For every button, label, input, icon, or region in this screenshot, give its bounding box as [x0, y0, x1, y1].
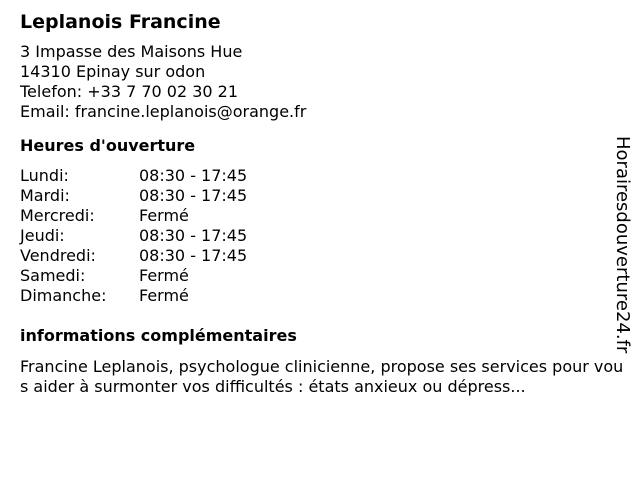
hours-day: Mercredi: — [20, 206, 95, 225]
info-title: informations complémentaires — [20, 326, 297, 345]
address-street: 3 Impasse des Maisons Hue — [20, 42, 243, 61]
phone-line: Telefon: +33 7 70 02 30 21 — [20, 82, 239, 101]
email-line: Email: francine.leplanois@orange.fr — [20, 102, 307, 121]
hours-row — [20, 206, 615, 226]
hours-time: Fermé — [139, 266, 189, 285]
contact-block — [20, 42, 615, 122]
hours-day: Dimanche: — [20, 286, 107, 305]
site-watermark: Horairesdouverture24.fr — [612, 136, 633, 354]
hours-time: 08:30 - 17:45 — [139, 246, 248, 265]
business-name: Leplanois Francine — [20, 11, 221, 33]
hours-row — [20, 246, 615, 266]
hours-table — [20, 166, 615, 306]
hours-row — [20, 166, 615, 186]
hours-time: 08:30 - 17:45 — [139, 226, 248, 245]
address-city: 14310 Epinay sur odon — [20, 62, 206, 81]
hours-time: 08:30 - 17:45 — [139, 166, 248, 185]
hours-time: 08:30 - 17:45 — [139, 186, 248, 205]
hours-day: Jeudi: — [20, 226, 65, 245]
hours-row — [20, 186, 615, 206]
hours-row — [20, 286, 615, 306]
hours-day: Vendredi: — [20, 246, 96, 265]
info-text: Francine Leplanois, psychologue clinicienne, propose ses services pour vous aider à surmonter vos difficultés : états anxieux ou dépress... — [20, 357, 624, 396]
hours-row — [20, 226, 615, 246]
hours-time: Fermé — [139, 286, 189, 305]
hours-day: Samedi: — [20, 266, 86, 285]
hours-day: Mardi: — [20, 186, 70, 205]
hours-time: Fermé — [139, 206, 189, 225]
hours-day: Lundi: — [20, 166, 69, 185]
hours-row — [20, 266, 615, 286]
hours-title: Heures d'ouverture — [20, 136, 196, 155]
